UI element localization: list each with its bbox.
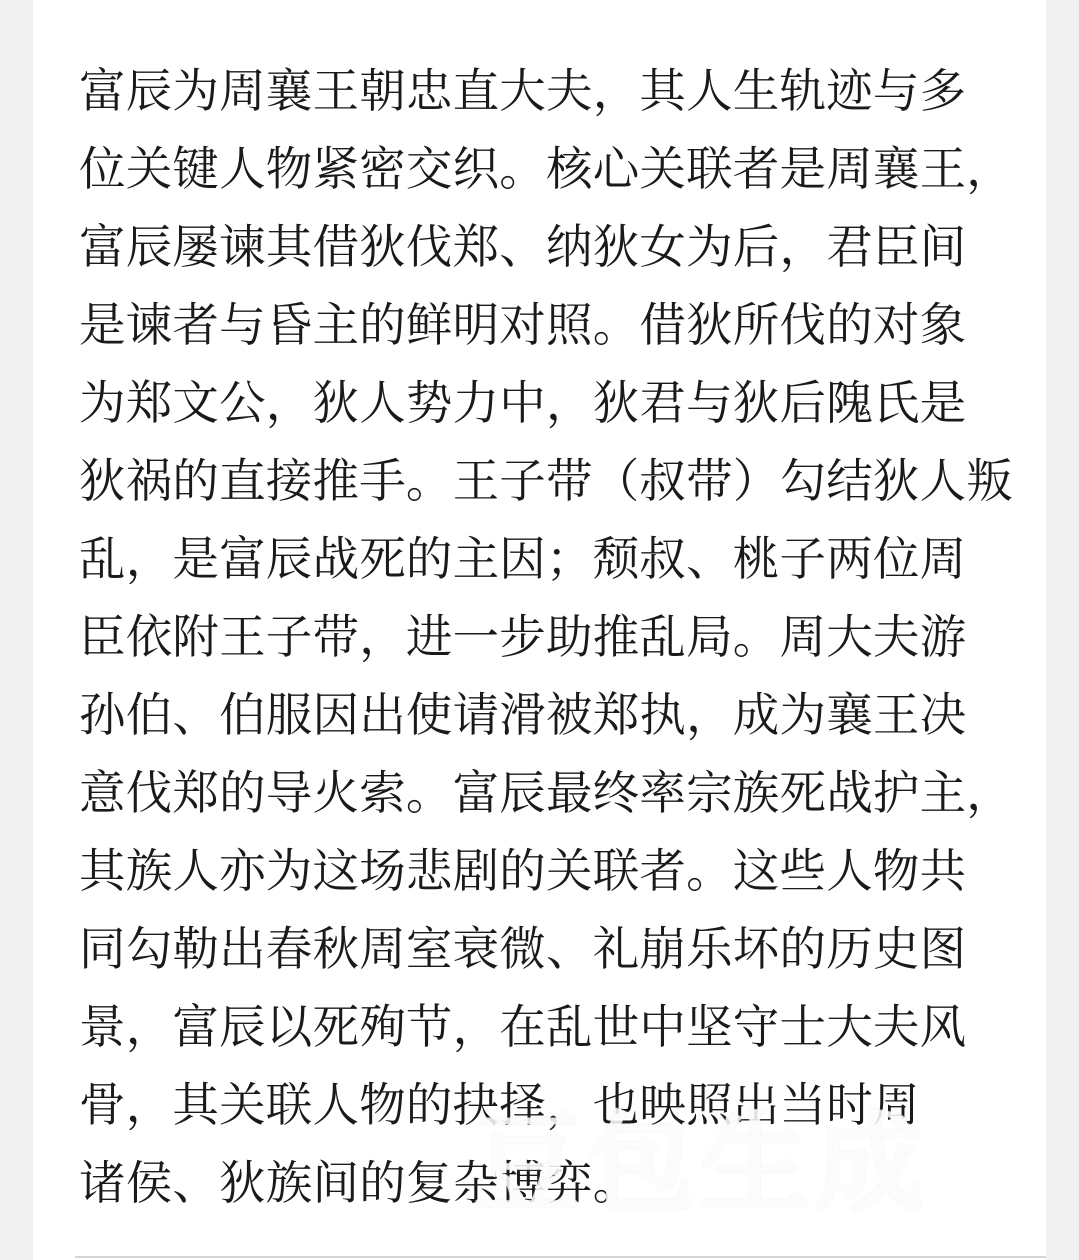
article-line: 是谏者与昏主的鲜明对照。借狄所伐的对象 [79,298,967,352]
article-line: 狄祸的直接推手。王子带（叔带）勾结狄人叛 [79,454,1013,508]
article-line: 诸侯、狄族间的复杂博弈。 [79,1156,640,1210]
article-line: 意伐郑的导火索。富辰最终率宗族死战护主， [79,766,1013,820]
content-card [33,0,1046,1260]
article-line: 为郑文公，狄人势力中，狄君与狄后隗氏是 [79,376,967,430]
article-line: 富辰为周襄王朝忠直大夫，其人生轨迹与多 [79,64,967,118]
article-line: 富辰屡谏其借狄伐郑、纳狄女为后，君臣间 [79,220,967,274]
article-line: 其族人亦为这场悲剧的关联者。这些人物共 [79,844,967,898]
article-line: 位关键人物紧密交织。核心关联者是周襄王， [79,142,1013,196]
article-paragraph [79,52,1013,1222]
bottom-divider [75,1256,1046,1258]
watermark: 豆包生成 [473,1102,930,1227]
article-line: 孙伯、伯服因出使请滑被郑执，成为襄王决 [79,688,967,742]
article-line: 同勾勒出春秋周室衰微、礼崩乐坏的历史图 [79,922,967,976]
article-line: 骨，其关联人物的抉择，也映照出当时周 [79,1078,920,1132]
article-line: 臣依附王子带，进一步助推乱局。周大夫游 [79,610,967,664]
article-line: 乱，是富辰战死的主因；颓叔、桃子两位周 [79,532,967,586]
article-line: 景，富辰以死殉节，在乱世中坚守士大夫风 [79,1000,967,1054]
